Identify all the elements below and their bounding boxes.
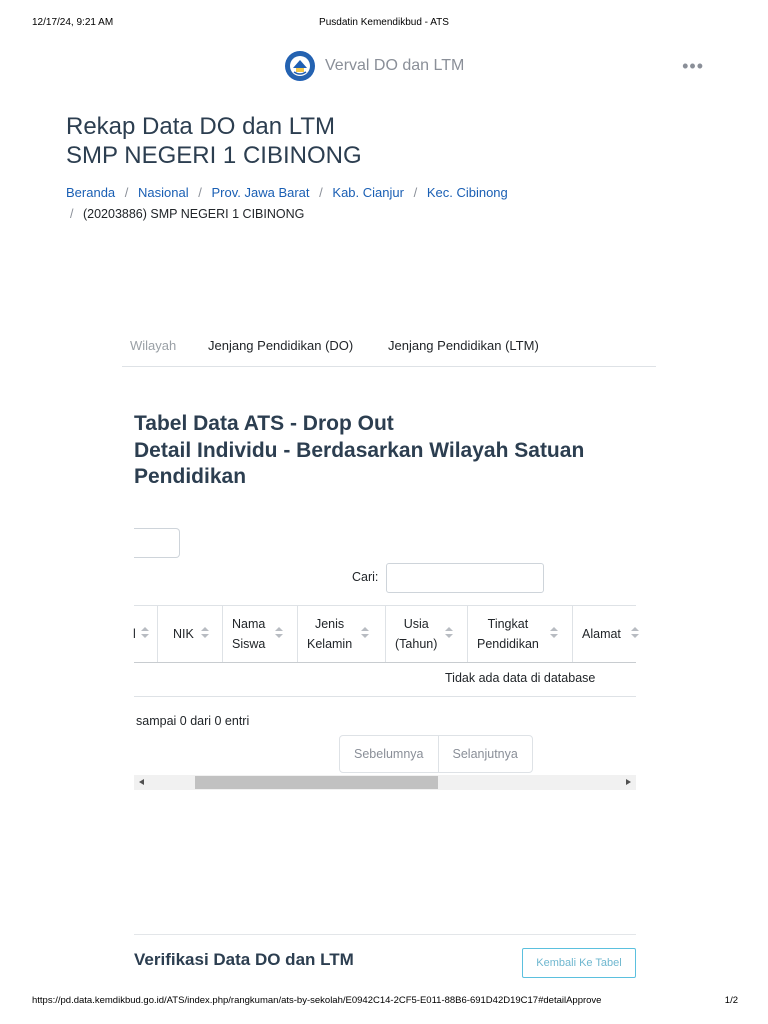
print-page-number: 1/2: [724, 995, 738, 1006]
column-header-label: [232, 614, 265, 654]
column-header-label: [477, 614, 539, 654]
sort-icon: [445, 627, 453, 639]
column-header-tingkat-pendidikan[interactable]: [468, 606, 573, 662]
breadcrumb-line2: [66, 204, 304, 224]
breadcrumb: [66, 183, 706, 221]
print-footer: [32, 995, 738, 1007]
column-header-label-line2: Siswa: [232, 637, 266, 651]
column-header-label: NIK: [173, 627, 194, 641]
breadcrumb-separator: /: [124, 185, 129, 200]
section-divider: [134, 934, 636, 935]
column-header-nama-siswa[interactable]: [223, 606, 298, 662]
empty-message: Tidak ada data di database: [445, 671, 596, 685]
column-header-label-line1: Jenis: [314, 617, 345, 631]
breadcrumb-current: (20203886) SMP NEGERI 1 CIBINONG: [82, 207, 305, 221]
column-header-label-line1: Nama: [232, 617, 266, 631]
breadcrumb-separator: /: [319, 185, 323, 200]
back-to-table-button[interactable]: Kembali Ke Tabel: [522, 948, 636, 978]
breadcrumb-link-nasional[interactable]: Nasional: [138, 185, 189, 200]
tab-bar: [122, 325, 656, 367]
verifikasi-title: Verifikasi Data DO dan LTM: [134, 950, 354, 969]
sort-icon: [631, 627, 639, 639]
section-title-line2: Detail Individu - Berdasarkan Wilayah Satuan: [134, 438, 585, 462]
sort-icon: [361, 627, 369, 639]
print-url: https://pd.data.kemdikbud.go.id/ATS/index.php/rangkuman/ats-by-sekolah/E0942C14-2CF5-E011-88B6-691D42D19C17#detailApprove: [32, 995, 602, 1006]
print-datetime: 12/17/24, 9:21 AM: [32, 17, 114, 28]
section-title-line3: Pendidikan: [134, 465, 247, 488]
top-navbar: [0, 50, 768, 82]
breadcrumb-link-beranda[interactable]: Beranda: [66, 185, 116, 200]
breadcrumb-separator: /: [198, 185, 202, 200]
column-header-nik[interactable]: [158, 606, 223, 662]
column-header-cutoff[interactable]: [134, 606, 158, 662]
page-title-line1: Rekap Data DO dan LTM: [66, 113, 336, 140]
column-header-label: Alamat: [582, 627, 621, 641]
column-header-label-line2: Pendidikan: [477, 637, 539, 651]
column-header-usia[interactable]: [386, 606, 468, 662]
print-title: Pusdatin Kemendikbud - ATS: [319, 17, 449, 28]
brand-text: Verval DO dan LTM: [325, 57, 465, 74]
sort-icon: [550, 627, 558, 639]
sort-icon: [275, 627, 283, 639]
page-title: [66, 112, 362, 170]
data-table: [134, 605, 636, 697]
next-page-button[interactable]: Selanjutnya: [438, 736, 532, 772]
tab-jenjang-do[interactable]: Jenjang Pendidikan (DO): [208, 338, 354, 353]
tab-wilayah[interactable]: Wilayah: [130, 338, 177, 353]
breadcrumb-link-provinsi[interactable]: Prov. Jawa Barat: [211, 185, 310, 200]
breadcrumb-line1: [66, 183, 706, 203]
column-header-label-line2: (Tahun): [395, 637, 438, 651]
page-title-line2: SMP NEGERI 1 CIBINONG: [66, 142, 362, 169]
search-label: Cari:: [352, 570, 379, 584]
horizontal-scrollbar[interactable]: [134, 775, 636, 790]
breadcrumb-link-kecamatan[interactable]: Kec. Cibinong: [426, 185, 508, 200]
table-info: sampai 0 dari 0 entri: [136, 714, 250, 728]
column-header-label-line1: Tingkat: [487, 617, 529, 631]
print-header: [32, 17, 736, 31]
sort-icon: [201, 627, 209, 639]
scroll-left-arrow-icon[interactable]: [139, 779, 144, 785]
column-header-jenis-kelamin[interactable]: [298, 606, 386, 662]
section-title-line1: Tabel Data ATS - Drop Out: [134, 412, 394, 435]
tut-wuri-handayani-logo-icon: [285, 51, 315, 81]
breadcrumb-link-kabupaten[interactable]: Kab. Cianjur: [332, 185, 404, 200]
column-header-label-line2: Kelamin: [307, 637, 353, 651]
column-header-label: l: [133, 627, 136, 641]
entries-length-select[interactable]: [134, 528, 180, 558]
breadcrumb-separator: /: [70, 207, 74, 221]
more-options-icon[interactable]: •••: [682, 56, 704, 76]
scroll-right-arrow-icon[interactable]: [626, 779, 631, 785]
column-header-label-line1: Usia: [403, 617, 429, 631]
section-title: [134, 411, 654, 491]
tab-jenjang-ltm[interactable]: Jenjang Pendidikan (LTM): [388, 338, 539, 353]
column-header-alamat[interactable]: [573, 606, 663, 662]
scrollbar-thumb[interactable]: [195, 776, 438, 789]
breadcrumb-separator: /: [413, 185, 418, 200]
sort-icon: [141, 627, 149, 639]
column-header-label: [395, 614, 437, 654]
search-input[interactable]: [386, 563, 544, 593]
brand[interactable]: [285, 50, 464, 82]
table-empty-row: [134, 663, 636, 697]
column-header-label: [307, 614, 352, 654]
previous-page-button[interactable]: Sebelumnya: [354, 747, 424, 761]
pagination: [339, 735, 533, 773]
